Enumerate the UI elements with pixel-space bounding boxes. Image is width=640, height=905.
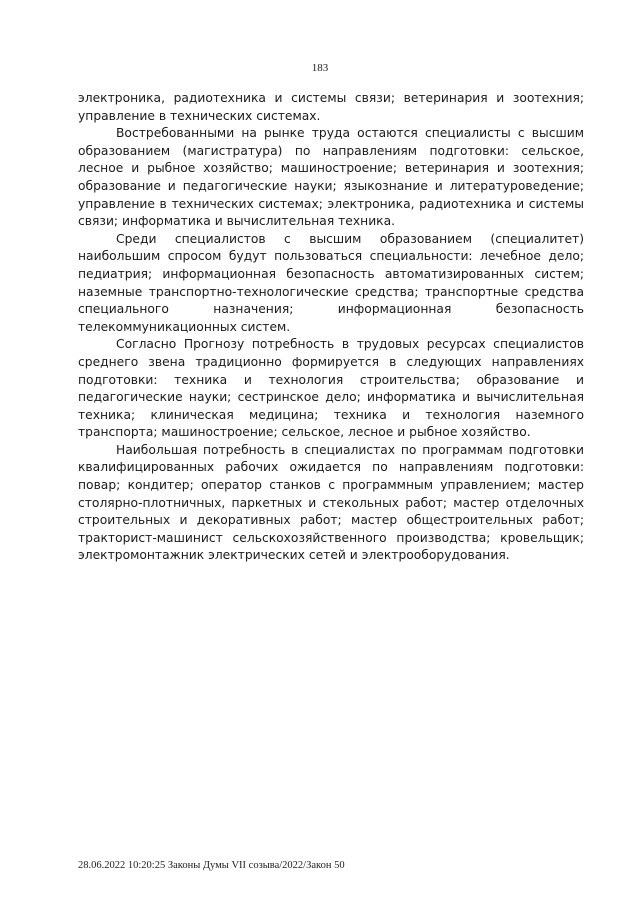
document-body: [78, 90, 584, 565]
paragraph-continuation: электроника, радиотехника и системы связи; ветеринария и зоотехния; управление в технических системах.: [78, 91, 584, 123]
paragraph-masters-demand: Востребованными на рынке труда остаются специалисты с высшим образованием (магистратура) по направлениям подготовки: сельское, лесное и рыбное хозяйство; машиностроение; ветеринария и зоотехния; образование и педагогические науки; языкознание и литературоведение; управление в технических системах; электроника, радиотехника и системы связи; информатика и вычислительная техника.: [78, 126, 584, 229]
page-number: 183: [311, 62, 329, 74]
paragraph-workers-demand: Наибольшая потребность в специалистах по программам подготовки квалифицированных рабочих ожидается по направлениям подготовки: повар; кондитер; оператор станков с программным управлением; мастер столярно-плотничных, паркетных и стекольных работ; мастер отделочных строительных и декоративных работ; мастер общестроительных работ; тракторист-машинист сельскохозяйственного производства; кровельщик; электромонтажник электрических сетей и электрооборудования.: [78, 442, 584, 563]
paragraph-specialist-demand: Среди специалистов с высшим образованием (специалитет) наибольшим спросом будут пользоваться специальности: лечебное дело; педиатрия; информационная безопасность автоматизированных систем; наземные транспортно-технологические средства; транспортные средства специального назначения; информационная безопасность телекоммуникационных систем.: [78, 231, 584, 334]
document-footer-stamp: 28.06.2022 10:20:25 Законы Думы VII созыва/2022/Закон 50: [78, 860, 345, 871]
paragraph-mid-level-demand: Согласно Прогнозу потребность в трудовых ресурсах специалистов среднего звена традиционно формируется в следующих направлениях подготовки: техника и технология строительства; образование и педагогические науки; сестринское дело; информатика и вычислительная техника; клиническая медицина; техника и технология наземного транспорта; машиностроение; сельское, лесное и рыбное хозяйство.: [78, 337, 584, 440]
